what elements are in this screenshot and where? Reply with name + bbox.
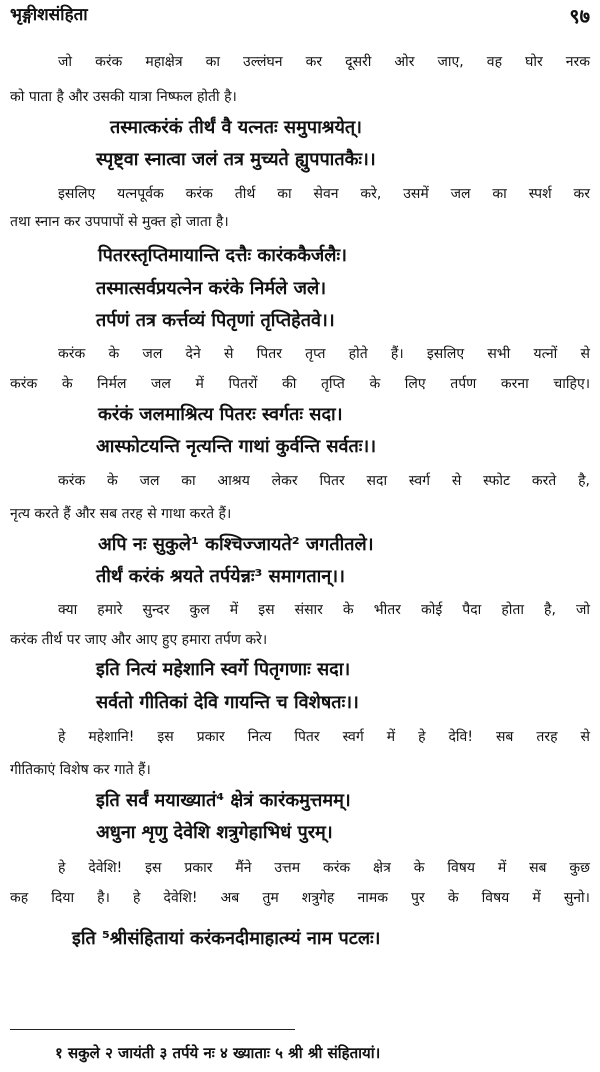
prose-line: हे देवेशि! इस प्रकार मैंने उत्तम करंक क्षेत्र के विषय में सब कुछ (58, 860, 590, 876)
prose-line: करंक के निर्मल जल में पितरों की तृप्ति के लिए तर्पण करना चाहिए। (10, 376, 590, 392)
verse-line: इति सर्वं मयाख्यातं⁴ क्षेत्रं कारंकमुत्तमम्। (96, 790, 351, 811)
prose-line: जो करंक महाक्षेत्र का उल्लंघन कर दूसरी ओर जाए, वह घोर नरक (58, 54, 590, 70)
page-header (10, 2, 590, 28)
verse-line: स्पृष्ट्वा स्नात्वा जलं तत्र मुच्यते ह्युपपातकैः।। (96, 149, 376, 170)
verse-line: तस्मात्सर्वप्रयत्नेन करंके निर्मले जले। (96, 278, 327, 299)
prose-line: नृत्य करते हैं और सब तरह से गाथा करते हैं। (10, 506, 232, 522)
chapter-colophon: इति ⁵श्रीसंहितायां करंकनदीमाहात्म्यं नाम पटलः। (72, 928, 381, 949)
verse-line: तर्पणं तत्र कर्त्तव्यं पितृणां तृप्तिहेतवे।। (96, 310, 335, 331)
verse-line: तीर्थं करंकं श्रयते तर्पयेन्नः³ समागतान्।। (96, 566, 345, 587)
prose-line: कह दिया है। हे देवेशि! अब तुम शत्रुगेह नामक पुर के विषय में सुनो। (10, 890, 590, 906)
verse-line: करंकं जलमाश्रित्य पितरः स्वर्गतः सदा। (98, 404, 343, 425)
prose-line: इसलिए यत्नपूर्वक करंक तीर्थ का सेवन करे, उसमें जल का स्पर्श कर (58, 186, 590, 202)
prose-line: करंक के जल का आश्रय लेकर पितर सदा स्वर्ग से स्फोट करते है, (58, 473, 590, 489)
footnotes: १ सकुले २ जायंती ३ तर्पये नः ४ ख्याताः ५ श्री श्री संहितायां। (55, 1044, 381, 1062)
verse-line: तस्मात्करंकं तीर्थं वै यत्नतः समुपाश्रयेत्। (110, 117, 362, 138)
prose-line: गीतिकाएं विशेष कर गाते हैं। (10, 762, 151, 778)
page-number: ९७ (569, 4, 590, 28)
prose-line: क्या हमारे सुन्दर कुल में इस संसार के भीतर कोई पैदा होता है, जो (58, 602, 590, 618)
verse-line: पितरस्तृप्तिमायान्ति दत्तैः कारंककैर्जलैः। (98, 245, 347, 266)
verse-line: आस्फोटयन्ति नृत्यन्ति गाथां कुर्वन्ति सर्वतः।। (96, 436, 377, 457)
prose-line: तथा स्नान कर उपपापों से मुक्त हो जाता है। (10, 214, 229, 230)
verse-line: अधुना शृणु देवेशि शत्रुगेहाभिधं पुरम्। (96, 822, 333, 843)
prose-line: करंक तीर्थ पर जाए और आए हुए हमारा तर्पण करे। (10, 632, 268, 648)
prose-line: हे महेशानि! इस प्रकार नित्य पितर स्वर्ग में हे देवि! सब तरह से (58, 729, 590, 745)
prose-line: करंक के जल देने से पितर तृप्त होते हैं। इसलिए सभी यत्नों से (58, 346, 590, 362)
running-head: भृङ्गीशसंहिता (10, 5, 88, 25)
prose-line: को पाता है और उसकी यात्रा निष्फल होती है। (10, 89, 237, 105)
verse-line: अपि नः सुकुले¹ कश्चिज्जायते² जगतीतले। (98, 534, 374, 555)
verse-line: इति नित्यं महेशानि स्वर्गे पितृगणाः सदा। (96, 659, 351, 680)
verse-line: सर्वतो गीतिकां देवि गायन्ति च विशेषतः।। (96, 692, 359, 713)
footnote-rule (10, 1029, 295, 1030)
